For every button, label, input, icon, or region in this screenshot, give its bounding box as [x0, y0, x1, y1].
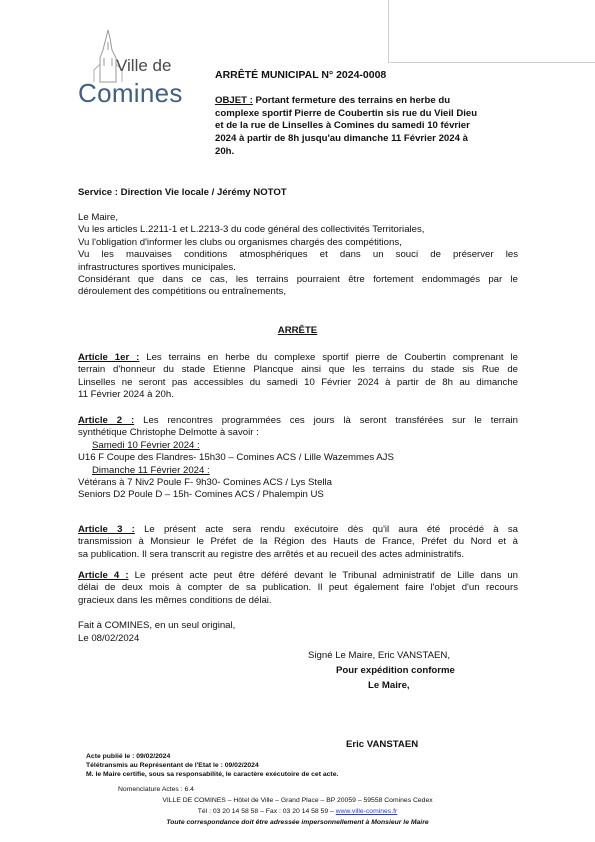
article-2-line: synthétique Christophe Delmotte à savoir :	[78, 427, 259, 439]
article-1-line: Linselles ne seront pas accessibles du samedi 10 Février 2024 à partir de 8h au dimanche	[78, 376, 518, 388]
preamble	[78, 212, 518, 299]
objet-block	[215, 95, 515, 159]
nomenclature: Nomenclature Actes : 6.4	[118, 786, 194, 793]
article-1-line: terrain d'honneur du stade Etienne Plancque ainsi que les terrains du stade sis Rue de	[78, 364, 518, 376]
preamble-line: Vu l'obligation d'informer les clubs ou organismes chargés des compétitions,	[78, 236, 402, 248]
article-2-label: Article 2 :	[78, 415, 135, 426]
website-link[interactable]: www.ville-comines.fr	[335, 808, 398, 815]
arrete-heading: ARRÊTE	[277, 325, 318, 336]
preamble-line: Considérant que dans ce cas, les terrains pourraient être fortement endommagés par le	[78, 274, 518, 286]
article-4-line: Le présent acte peut être déféré devant le Tribunal administratif de Lille dans un	[134, 570, 518, 581]
logo-comines-text: Comines	[78, 78, 183, 108]
expedition-conforme: Pour expédition conforme	[336, 665, 455, 676]
article-2	[78, 415, 518, 502]
article-4-line: délai de deux mois à compter de sa publication. Il peut également faire l'objet d'un recours	[78, 582, 518, 594]
objet-line: et de la rue de Linselles à Comines du samedi 10 février	[215, 120, 470, 132]
article-1-line: 11 Février 2024 à 20h.	[78, 389, 174, 401]
logo-ville-text: Ville de	[116, 56, 172, 75]
fait-date: Le 08/02/2024	[78, 633, 140, 644]
article-3-line: sa publication. Il sera transcrit au registre des arrêtés et au recueil des actes administratifs.	[78, 548, 465, 560]
le-maire: Le Maire,	[368, 680, 410, 691]
service-line: Service : Direction Vie locale / Jérémy NOTOT	[78, 187, 287, 198]
signed-by: Signé Le Maire, Eric VANSTAEN,	[308, 650, 450, 661]
article-2-day1: Samedi 10 Février 2024 :	[92, 439, 200, 451]
stamp-box	[388, 0, 595, 63]
footer-address: VILLE DE COMINES – Hôtel de Ville – Grand Place – BP 20059 – 59558 Comines Cedex	[162, 797, 433, 804]
objet-label: OBJET :	[215, 95, 253, 106]
acte-publie: Acte publié le : 09/02/2024	[86, 753, 171, 760]
acte-transmis: Télétransmis au Représentant de l'Etat le : 09/02/2024	[86, 762, 259, 769]
objet-line: 2024 à partir de 8h jusqu'au dimanche 11 Février 2024 à	[215, 133, 468, 145]
article-4-label: Article 4 :	[78, 570, 129, 581]
objet-line: Portant fermeture des terrains en herbe du	[255, 95, 451, 106]
article-3-line: transmission à Monsieur le Préfet de la Région des Hauts de France, Préfet du Nord et à	[78, 536, 518, 548]
preamble-line: déroulement des compétitions ou entraînements,	[78, 286, 286, 298]
footer-contact	[0, 808, 595, 815]
objet-line: 20h.	[215, 145, 235, 157]
objet-line: complexe sportif Pierre de Coubertin sis rue du Vieil Dieu	[215, 107, 478, 119]
article-1-label: Article 1er :	[78, 352, 140, 363]
city-logo	[78, 28, 198, 110]
article-3-label: Article 3 :	[78, 524, 135, 535]
article-2-item: Seniors D2 Poule D – 15h- Comines ACS / Phalempin US	[78, 489, 324, 501]
article-2-item: Vétérans à 7 Niv2 Poule F- 9h30- Comines ACS / Lys Stella	[78, 477, 332, 489]
article-1-line: Les terrains en herbe du complexe sportif pierre de Coubertin comprenant le	[146, 352, 518, 363]
signatory-name: Eric VANSTAEN	[346, 739, 419, 750]
preamble-line: Le Maire,	[78, 212, 118, 223]
preamble-line: infrastructures sportives municipales.	[78, 261, 236, 273]
footer-notice: Toute correspondance doit être adressée impersonnellement à Monsieur le Maire	[166, 819, 429, 826]
article-2-day2: Dimanche 11 Février 2024 :	[92, 464, 210, 476]
footer-phone: Tél : 03 20 14 58 58 – Fax : 03 20 14 58 59 –	[197, 808, 336, 815]
article-4	[78, 570, 518, 607]
preamble-line: Vu les mauvaises conditions atmosphériques et dans un souci de préserver les	[78, 249, 518, 261]
article-3-line: Le présent acte sera rendu exécutoire dès qu'il aura été procédé à sa	[144, 524, 518, 535]
article-2-item: U16 F Coupe des Flandres- 15h30 – Comines ACS / Lille Wazemmes AJS	[78, 452, 394, 464]
fait-a: Fait à COMINES, en un seul original,	[78, 620, 236, 631]
document-title: ARRÊTÉ MUNICIPAL N° 2024-0008	[215, 69, 387, 81]
article-4-line: gracieux dans les mêmes conditions de délai.	[78, 594, 272, 606]
article-3	[78, 524, 518, 561]
preamble-line: Vu les articles L.2211-1 et L.2213-3 du code général des collectivités Territoriales,	[78, 224, 425, 236]
article-2-line: Les rencontres programmées ces jours là seront transférées sur le terrain	[143, 415, 518, 426]
article-1	[78, 352, 518, 402]
acte-certifie: M. le Maire certifie, sous sa responsabilité, le caractère exécutoire de cet acte.	[86, 771, 339, 778]
